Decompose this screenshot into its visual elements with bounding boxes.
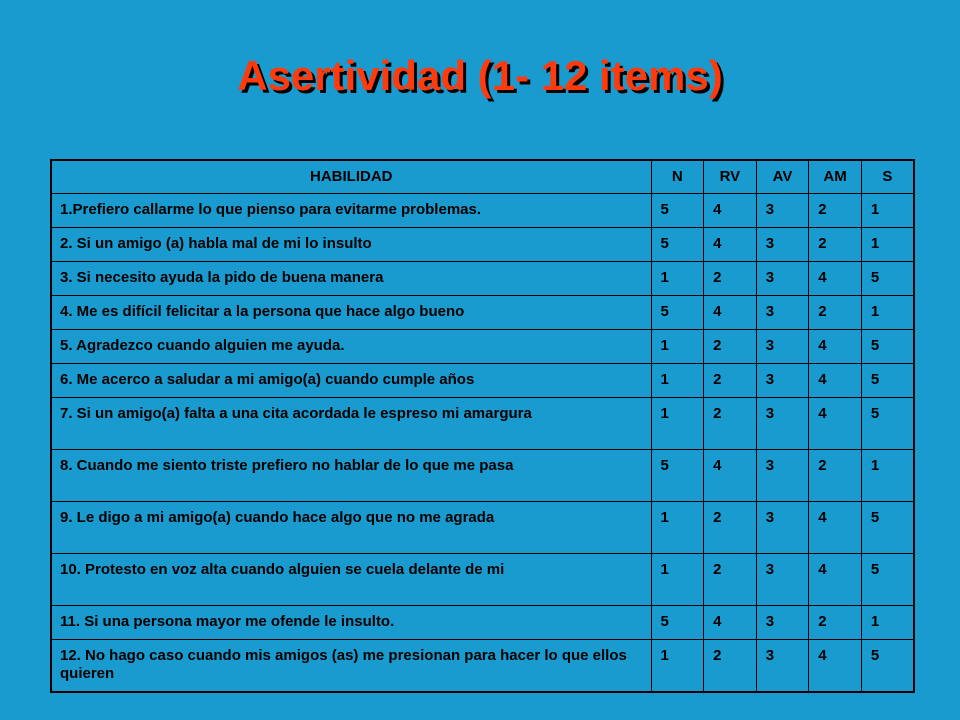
score-s: 5	[861, 364, 914, 398]
score-av: 3	[756, 262, 809, 296]
item-text: 7. Si un amigo(a) falta a una cita acordada le espreso mi amargura	[51, 398, 651, 450]
item-text: 4. Me es difícil felicitar a la persona que hace algo bueno	[51, 296, 651, 330]
score-rv: 4	[704, 194, 757, 228]
score-s: 1	[861, 194, 914, 228]
item-text: 6. Me acerco a saludar a mi amigo(a) cuando cumple años	[51, 364, 651, 398]
score-am: 4	[809, 364, 862, 398]
score-n: 1	[651, 502, 704, 554]
score-am: 4	[809, 502, 862, 554]
table-header-row	[51, 160, 914, 194]
score-rv: 4	[704, 450, 757, 502]
score-n: 1	[651, 262, 704, 296]
score-am: 4	[809, 640, 862, 693]
score-s: 1	[861, 296, 914, 330]
score-rv: 2	[704, 330, 757, 364]
score-s: 1	[861, 450, 914, 502]
item-text: 9. Le digo a mi amigo(a) cuando hace algo que no me agrada	[51, 502, 651, 554]
header-av: AV	[756, 160, 809, 194]
table-row	[51, 330, 914, 364]
score-n: 5	[651, 296, 704, 330]
item-text: 12. No hago caso cuando mis amigos (as) me presionan para hacer lo que ellos quieren	[51, 640, 651, 693]
score-av: 3	[756, 228, 809, 262]
item-text: 3. Si necesito ayuda la pido de buena manera	[51, 262, 651, 296]
score-rv: 2	[704, 502, 757, 554]
score-n: 1	[651, 554, 704, 606]
score-av: 3	[756, 330, 809, 364]
score-av: 3	[756, 606, 809, 640]
score-am: 2	[809, 450, 862, 502]
score-av: 3	[756, 640, 809, 693]
score-s: 5	[861, 330, 914, 364]
score-n: 1	[651, 364, 704, 398]
item-text: 8. Cuando me siento triste prefiero no hablar de lo que me pasa	[51, 450, 651, 502]
score-n: 5	[651, 194, 704, 228]
score-av: 3	[756, 364, 809, 398]
score-rv: 4	[704, 228, 757, 262]
table-row	[51, 364, 914, 398]
score-s: 5	[861, 640, 914, 693]
score-rv: 4	[704, 606, 757, 640]
score-s: 5	[861, 502, 914, 554]
table-row	[51, 194, 914, 228]
score-av: 3	[756, 398, 809, 450]
score-am: 4	[809, 554, 862, 606]
score-n: 5	[651, 606, 704, 640]
table-row	[51, 296, 914, 330]
score-am: 2	[809, 228, 862, 262]
header-s: S	[861, 160, 914, 194]
header-rv: RV	[704, 160, 757, 194]
table-row	[51, 450, 914, 502]
score-am: 4	[809, 262, 862, 296]
table-row	[51, 640, 914, 693]
score-av: 3	[756, 450, 809, 502]
score-rv: 2	[704, 640, 757, 693]
header-am: AM	[809, 160, 862, 194]
score-am: 2	[809, 606, 862, 640]
score-s: 1	[861, 228, 914, 262]
score-rv: 2	[704, 364, 757, 398]
score-av: 3	[756, 194, 809, 228]
table-row	[51, 606, 914, 640]
score-s: 5	[861, 398, 914, 450]
table-row	[51, 262, 914, 296]
item-text: 11. Si una persona mayor me ofende le insulto.	[51, 606, 651, 640]
score-rv: 2	[704, 554, 757, 606]
score-s: 5	[861, 262, 914, 296]
item-text: 10. Protesto en voz alta cuando alguien se cuela delante de mi	[51, 554, 651, 606]
slide-title: Asertividad (1- 12 items)	[237, 52, 723, 99]
table-row	[51, 398, 914, 450]
score-n: 1	[651, 640, 704, 693]
score-n: 5	[651, 450, 704, 502]
score-am: 2	[809, 194, 862, 228]
score-av: 3	[756, 554, 809, 606]
score-s: 1	[861, 606, 914, 640]
score-am: 4	[809, 330, 862, 364]
score-s: 5	[861, 554, 914, 606]
score-rv: 2	[704, 262, 757, 296]
score-rv: 2	[704, 398, 757, 450]
item-text: 1.Prefiero callarme lo que pienso para evitarme problemas.	[51, 194, 651, 228]
item-text: 5. Agradezco cuando alguien me ayuda.	[51, 330, 651, 364]
score-n: 1	[651, 398, 704, 450]
score-rv: 4	[704, 296, 757, 330]
score-am: 2	[809, 296, 862, 330]
header-habilidad: HABILIDAD	[51, 160, 651, 194]
table-row	[51, 502, 914, 554]
header-n: N	[651, 160, 704, 194]
score-n: 1	[651, 330, 704, 364]
table-row	[51, 554, 914, 606]
item-text: 2. Si un amigo (a) habla mal de mi lo insulto	[51, 228, 651, 262]
score-am: 4	[809, 398, 862, 450]
table-row	[51, 228, 914, 262]
score-av: 3	[756, 296, 809, 330]
score-av: 3	[756, 502, 809, 554]
score-n: 5	[651, 228, 704, 262]
assertiveness-table	[50, 159, 915, 693]
